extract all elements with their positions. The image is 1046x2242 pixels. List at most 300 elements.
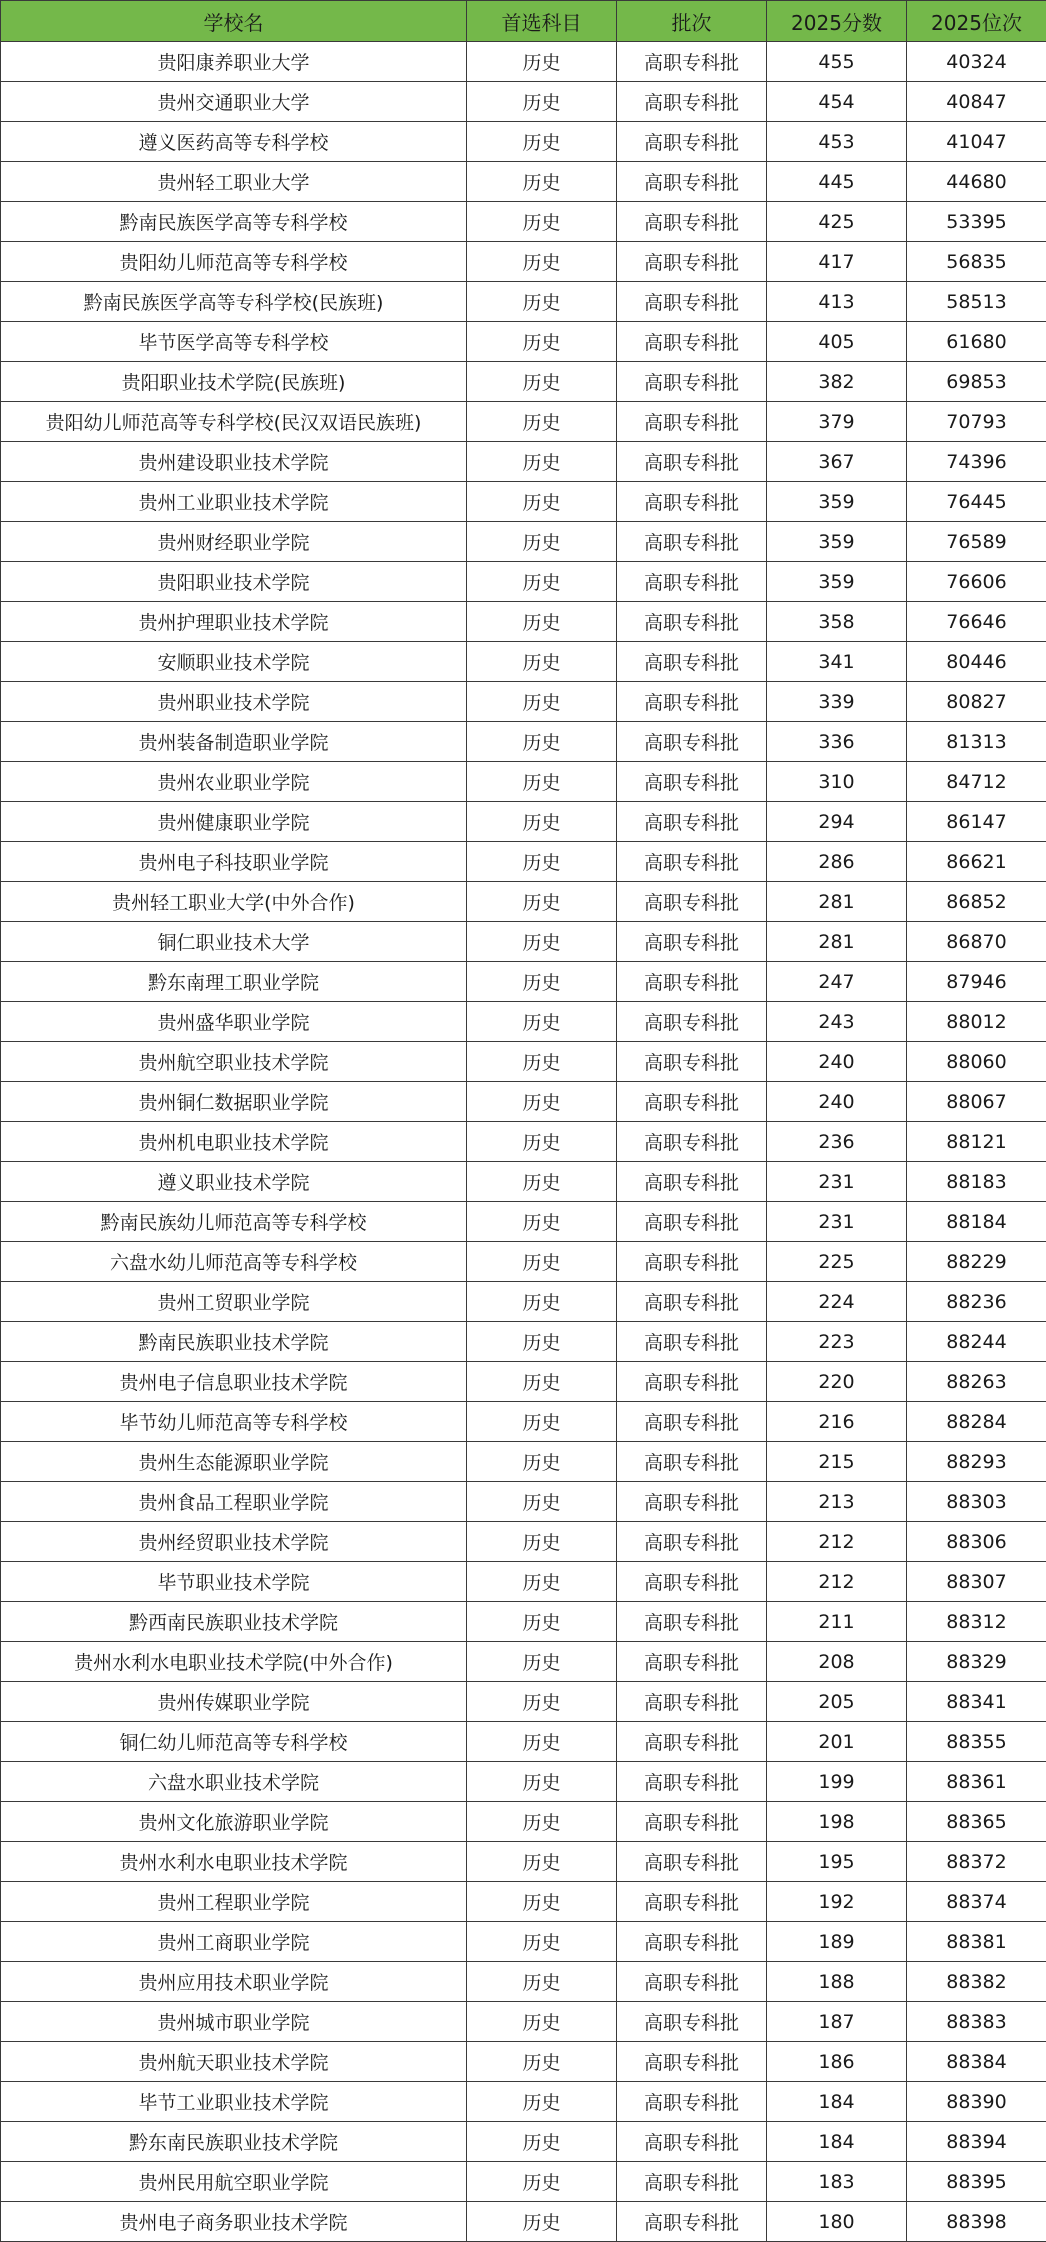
cell-subject: 历史 xyxy=(467,1922,617,1962)
cell-school-name: 贵州食品工程职业学院 xyxy=(1,1482,467,1522)
table-row xyxy=(1,82,1046,122)
table-row xyxy=(1,962,1046,1002)
table-row xyxy=(1,1802,1046,1842)
cell-school-name: 贵州工程职业学院 xyxy=(1,1882,467,1922)
cell-rank: 61680 xyxy=(907,322,1046,362)
cell-score: 286 xyxy=(767,842,907,882)
header-subject: 首选科目 xyxy=(467,1,617,42)
table-row xyxy=(1,1362,1046,1402)
cell-batch: 高职专科批 xyxy=(617,2202,767,2242)
cell-rank: 53395 xyxy=(907,202,1046,242)
cell-school-name: 贵州城市职业学院 xyxy=(1,2002,467,2042)
cell-batch: 高职专科批 xyxy=(617,1802,767,1842)
cell-subject: 历史 xyxy=(467,602,617,642)
cell-score: 294 xyxy=(767,802,907,842)
table-row xyxy=(1,322,1046,362)
cell-subject: 历史 xyxy=(467,442,617,482)
cell-school-name: 贵州水利水电职业技术学院 xyxy=(1,1842,467,1882)
header-batch: 批次 xyxy=(617,1,767,42)
cell-subject: 历史 xyxy=(467,1642,617,1682)
cell-score: 215 xyxy=(767,1442,907,1482)
cell-subject: 历史 xyxy=(467,362,617,402)
cell-school-name: 黔南民族医学高等专科学校 xyxy=(1,202,467,242)
cell-subject: 历史 xyxy=(467,202,617,242)
cell-subject: 历史 xyxy=(467,2042,617,2082)
cell-batch: 高职专科批 xyxy=(617,322,767,362)
cell-school-name: 遵义职业技术学院 xyxy=(1,1162,467,1202)
cell-batch: 高职专科批 xyxy=(617,922,767,962)
cell-school-name: 贵州电子科技职业学院 xyxy=(1,842,467,882)
cell-score: 281 xyxy=(767,882,907,922)
table-row xyxy=(1,402,1046,442)
cell-school-name: 毕节医学高等专科学校 xyxy=(1,322,467,362)
table-row xyxy=(1,1562,1046,1602)
cell-batch: 高职专科批 xyxy=(617,1522,767,1562)
cell-batch: 高职专科批 xyxy=(617,402,767,442)
cell-rank: 88060 xyxy=(907,1042,1046,1082)
cell-batch: 高职专科批 xyxy=(617,962,767,1002)
cell-score: 220 xyxy=(767,1362,907,1402)
cell-rank: 88306 xyxy=(907,1522,1046,1562)
cell-school-name: 黔东南理工职业学院 xyxy=(1,962,467,1002)
cell-school-name: 铜仁幼儿师范高等专科学校 xyxy=(1,1722,467,1762)
cell-score: 445 xyxy=(767,162,907,202)
cell-school-name: 贵阳幼儿师范高等专科学校 xyxy=(1,242,467,282)
cell-school-name: 贵州盛华职业学院 xyxy=(1,1002,467,1042)
cell-score: 224 xyxy=(767,1282,907,1322)
cell-rank: 88355 xyxy=(907,1722,1046,1762)
cell-batch: 高职专科批 xyxy=(617,1722,767,1762)
cell-batch: 高职专科批 xyxy=(617,522,767,562)
cell-score: 413 xyxy=(767,282,907,322)
table-row xyxy=(1,162,1046,202)
cell-subject: 历史 xyxy=(467,1322,617,1362)
cell-rank: 86621 xyxy=(907,842,1046,882)
cell-rank: 88395 xyxy=(907,2162,1046,2202)
header-school-name: 学校名 xyxy=(1,1,467,42)
table-row xyxy=(1,1522,1046,1562)
cell-school-name: 贵州农业职业学院 xyxy=(1,762,467,802)
cell-subject: 历史 xyxy=(467,282,617,322)
cell-batch: 高职专科批 xyxy=(617,1242,767,1282)
cell-school-name: 贵州应用技术职业学院 xyxy=(1,1962,467,2002)
cell-school-name: 贵州职业技术学院 xyxy=(1,682,467,722)
table-row xyxy=(1,1282,1046,1322)
cell-subject: 历史 xyxy=(467,962,617,1002)
cell-school-name: 贵州航天职业技术学院 xyxy=(1,2042,467,2082)
cell-batch: 高职专科批 xyxy=(617,1922,767,1962)
cell-batch: 高职专科批 xyxy=(617,762,767,802)
cell-rank: 86870 xyxy=(907,922,1046,962)
cell-batch: 高职专科批 xyxy=(617,842,767,882)
cell-subject: 历史 xyxy=(467,1482,617,1522)
table-row xyxy=(1,522,1046,562)
cell-rank: 40847 xyxy=(907,82,1046,122)
table-row xyxy=(1,882,1046,922)
cell-rank: 44680 xyxy=(907,162,1046,202)
cell-score: 195 xyxy=(767,1842,907,1882)
cell-school-name: 贵州工贸职业学院 xyxy=(1,1282,467,1322)
cell-rank: 88361 xyxy=(907,1762,1046,1802)
cell-rank: 88121 xyxy=(907,1122,1046,1162)
cell-school-name: 黔南民族医学高等专科学校(民族班) xyxy=(1,282,467,322)
cell-school-name: 贵州建设职业技术学院 xyxy=(1,442,467,482)
table-row xyxy=(1,2002,1046,2042)
cell-subject: 历史 xyxy=(467,922,617,962)
cell-subject: 历史 xyxy=(467,1442,617,1482)
cell-school-name: 贵州财经职业学院 xyxy=(1,522,467,562)
cell-rank: 88229 xyxy=(907,1242,1046,1282)
cell-score: 240 xyxy=(767,1082,907,1122)
cell-subject: 历史 xyxy=(467,682,617,722)
cell-score: 183 xyxy=(767,2162,907,2202)
cell-subject: 历史 xyxy=(467,1602,617,1642)
cell-subject: 历史 xyxy=(467,1362,617,1402)
cell-school-name: 贵州护理职业技术学院 xyxy=(1,602,467,642)
cell-score: 216 xyxy=(767,1402,907,1442)
cell-batch: 高职专科批 xyxy=(617,2002,767,2042)
cell-subject: 历史 xyxy=(467,1842,617,1882)
cell-score: 455 xyxy=(767,42,907,82)
cell-rank: 88365 xyxy=(907,1802,1046,1842)
cell-school-name: 安顺职业技术学院 xyxy=(1,642,467,682)
cell-batch: 高职专科批 xyxy=(617,162,767,202)
cell-batch: 高职专科批 xyxy=(617,642,767,682)
cell-subject: 历史 xyxy=(467,562,617,602)
table-row xyxy=(1,1082,1046,1122)
cell-batch: 高职专科批 xyxy=(617,362,767,402)
cell-score: 405 xyxy=(767,322,907,362)
cell-score: 187 xyxy=(767,2002,907,2042)
header-row xyxy=(1,1,1046,42)
cell-rank: 81313 xyxy=(907,722,1046,762)
cell-rank: 88382 xyxy=(907,1962,1046,2002)
cell-school-name: 贵州电子商务职业技术学院 xyxy=(1,2202,467,2242)
cell-subject: 历史 xyxy=(467,522,617,562)
cell-subject: 历史 xyxy=(467,802,617,842)
cell-score: 199 xyxy=(767,1762,907,1802)
cell-score: 310 xyxy=(767,762,907,802)
cell-rank: 88184 xyxy=(907,1202,1046,1242)
cell-subject: 历史 xyxy=(467,1242,617,1282)
cell-score: 192 xyxy=(767,1882,907,1922)
cell-school-name: 毕节工业职业技术学院 xyxy=(1,2082,467,2122)
cell-rank: 84712 xyxy=(907,762,1046,802)
cell-batch: 高职专科批 xyxy=(617,1762,767,1802)
table-row xyxy=(1,362,1046,402)
cell-score: 425 xyxy=(767,202,907,242)
cell-batch: 高职专科批 xyxy=(617,882,767,922)
cell-rank: 88384 xyxy=(907,2042,1046,2082)
header-score: 2025分数 xyxy=(767,1,907,42)
cell-batch: 高职专科批 xyxy=(617,1402,767,1442)
cell-score: 236 xyxy=(767,1122,907,1162)
cell-school-name: 贵州生态能源职业学院 xyxy=(1,1442,467,1482)
cell-rank: 56835 xyxy=(907,242,1046,282)
table-row xyxy=(1,1962,1046,2002)
cell-rank: 88183 xyxy=(907,1162,1046,1202)
cell-score: 223 xyxy=(767,1322,907,1362)
cell-subject: 历史 xyxy=(467,1962,617,2002)
cell-subject: 历史 xyxy=(467,1002,617,1042)
cell-score: 379 xyxy=(767,402,907,442)
cell-school-name: 贵阳康养职业大学 xyxy=(1,42,467,82)
cell-school-name: 贵州经贸职业技术学院 xyxy=(1,1522,467,1562)
cell-rank: 88398 xyxy=(907,2202,1046,2242)
cell-subject: 历史 xyxy=(467,1122,617,1162)
table-row xyxy=(1,202,1046,242)
cell-subject: 历史 xyxy=(467,2122,617,2162)
table-row xyxy=(1,642,1046,682)
cell-rank: 88341 xyxy=(907,1682,1046,1722)
cell-batch: 高职专科批 xyxy=(617,1282,767,1322)
cell-rank: 74396 xyxy=(907,442,1046,482)
cell-score: 212 xyxy=(767,1562,907,1602)
cell-rank: 76606 xyxy=(907,562,1046,602)
cell-score: 341 xyxy=(767,642,907,682)
cell-school-name: 贵州机电职业技术学院 xyxy=(1,1122,467,1162)
cell-rank: 76445 xyxy=(907,482,1046,522)
cell-batch: 高职专科批 xyxy=(617,202,767,242)
cell-school-name: 毕节幼儿师范高等专科学校 xyxy=(1,1402,467,1442)
cell-subject: 历史 xyxy=(467,642,617,682)
table-row xyxy=(1,1642,1046,1682)
cell-subject: 历史 xyxy=(467,82,617,122)
cell-score: 359 xyxy=(767,562,907,602)
cell-subject: 历史 xyxy=(467,2082,617,2122)
cell-rank: 80827 xyxy=(907,682,1046,722)
cell-score: 336 xyxy=(767,722,907,762)
cell-school-name: 黔南民族幼儿师范高等专科学校 xyxy=(1,1202,467,1242)
table-row xyxy=(1,1242,1046,1282)
cell-subject: 历史 xyxy=(467,242,617,282)
cell-subject: 历史 xyxy=(467,882,617,922)
table-body xyxy=(1,42,1046,2242)
table-row xyxy=(1,2082,1046,2122)
cell-batch: 高职专科批 xyxy=(617,82,767,122)
cell-rank: 88293 xyxy=(907,1442,1046,1482)
cell-rank: 88381 xyxy=(907,1922,1046,1962)
table-row xyxy=(1,1162,1046,1202)
cell-school-name: 贵州民用航空职业学院 xyxy=(1,2162,467,2202)
cell-school-name: 贵州航空职业技术学院 xyxy=(1,1042,467,1082)
cell-score: 243 xyxy=(767,1002,907,1042)
cell-batch: 高职专科批 xyxy=(617,1482,767,1522)
table-row xyxy=(1,842,1046,882)
cell-rank: 86852 xyxy=(907,882,1046,922)
cell-rank: 88244 xyxy=(907,1322,1046,1362)
cell-subject: 历史 xyxy=(467,322,617,362)
cell-school-name: 贵州健康职业学院 xyxy=(1,802,467,842)
cell-batch: 高职专科批 xyxy=(617,1442,767,1482)
cell-subject: 历史 xyxy=(467,2162,617,2202)
table-row xyxy=(1,122,1046,162)
cell-rank: 40324 xyxy=(907,42,1046,82)
cell-score: 184 xyxy=(767,2082,907,2122)
table-row xyxy=(1,1922,1046,1962)
table-row xyxy=(1,1682,1046,1722)
table-row xyxy=(1,1002,1046,1042)
cell-school-name: 贵阳职业技术学院 xyxy=(1,562,467,602)
cell-batch: 高职专科批 xyxy=(617,282,767,322)
cell-score: 240 xyxy=(767,1042,907,1082)
cell-subject: 历史 xyxy=(467,42,617,82)
cell-score: 453 xyxy=(767,122,907,162)
cell-school-name: 贵州轻工职业大学 xyxy=(1,162,467,202)
table-row xyxy=(1,242,1046,282)
cell-batch: 高职专科批 xyxy=(617,242,767,282)
cell-subject: 历史 xyxy=(467,1522,617,1562)
table-row xyxy=(1,1402,1046,1442)
table-row xyxy=(1,1202,1046,1242)
cell-school-name: 贵阳职业技术学院(民族班) xyxy=(1,362,467,402)
cell-batch: 高职专科批 xyxy=(617,1322,767,1362)
cell-school-name: 贵州工业职业技术学院 xyxy=(1,482,467,522)
cell-score: 211 xyxy=(767,1602,907,1642)
cell-batch: 高职专科批 xyxy=(617,1882,767,1922)
cell-rank: 70793 xyxy=(907,402,1046,442)
cell-batch: 高职专科批 xyxy=(617,1962,767,2002)
cell-score: 213 xyxy=(767,1482,907,1522)
cell-subject: 历史 xyxy=(467,482,617,522)
cell-school-name: 贵阳幼儿师范高等专科学校(民汉双语民族班) xyxy=(1,402,467,442)
cell-batch: 高职专科批 xyxy=(617,1682,767,1722)
cell-school-name: 铜仁职业技术大学 xyxy=(1,922,467,962)
cell-subject: 历史 xyxy=(467,1082,617,1122)
cell-batch: 高职专科批 xyxy=(617,2122,767,2162)
cell-score: 184 xyxy=(767,2122,907,2162)
cell-batch: 高职专科批 xyxy=(617,1642,767,1682)
cell-school-name: 贵州传媒职业学院 xyxy=(1,1682,467,1722)
cell-rank: 88383 xyxy=(907,2002,1046,2042)
cell-batch: 高职专科批 xyxy=(617,1602,767,1642)
cell-score: 358 xyxy=(767,602,907,642)
cell-score: 186 xyxy=(767,2042,907,2082)
cell-subject: 历史 xyxy=(467,402,617,442)
table-row xyxy=(1,442,1046,482)
cell-subject: 历史 xyxy=(467,1202,617,1242)
cell-school-name: 毕节职业技术学院 xyxy=(1,1562,467,1602)
cell-rank: 88372 xyxy=(907,1842,1046,1882)
cell-school-name: 遵义医药高等专科学校 xyxy=(1,122,467,162)
table-row xyxy=(1,2042,1046,2082)
cell-school-name: 贵州铜仁数据职业学院 xyxy=(1,1082,467,1122)
cell-subject: 历史 xyxy=(467,1282,617,1322)
cell-rank: 69853 xyxy=(907,362,1046,402)
cell-subject: 历史 xyxy=(467,762,617,802)
table-row xyxy=(1,1842,1046,1882)
cell-batch: 高职专科批 xyxy=(617,1202,767,1242)
table-row xyxy=(1,1122,1046,1162)
table-row xyxy=(1,1882,1046,1922)
table-row xyxy=(1,682,1046,722)
cell-score: 212 xyxy=(767,1522,907,1562)
cell-rank: 88263 xyxy=(907,1362,1046,1402)
cell-batch: 高职专科批 xyxy=(617,482,767,522)
cell-batch: 高职专科批 xyxy=(617,122,767,162)
cell-score: 359 xyxy=(767,522,907,562)
cell-batch: 高职专科批 xyxy=(617,1362,767,1402)
cell-batch: 高职专科批 xyxy=(617,2082,767,2122)
table-row xyxy=(1,602,1046,642)
table-row xyxy=(1,1602,1046,1642)
cell-school-name: 贵州轻工职业大学(中外合作) xyxy=(1,882,467,922)
cell-rank: 41047 xyxy=(907,122,1046,162)
cell-school-name: 贵州工商职业学院 xyxy=(1,1922,467,1962)
cell-score: 225 xyxy=(767,1242,907,1282)
cell-score: 189 xyxy=(767,1922,907,1962)
table-row xyxy=(1,1042,1046,1082)
header-rank: 2025位次 xyxy=(907,1,1046,42)
cell-score: 247 xyxy=(767,962,907,1002)
cell-rank: 58513 xyxy=(907,282,1046,322)
cell-score: 231 xyxy=(767,1162,907,1202)
cell-score: 208 xyxy=(767,1642,907,1682)
cell-subject: 历史 xyxy=(467,842,617,882)
cell-subject: 历史 xyxy=(467,1162,617,1202)
cell-score: 382 xyxy=(767,362,907,402)
cell-rank: 88284 xyxy=(907,1402,1046,1442)
cell-score: 201 xyxy=(767,1722,907,1762)
cell-subject: 历史 xyxy=(467,1682,617,1722)
cell-rank: 86147 xyxy=(907,802,1046,842)
cell-subject: 历史 xyxy=(467,1562,617,1602)
cell-rank: 88303 xyxy=(907,1482,1046,1522)
cell-school-name: 黔西南民族职业技术学院 xyxy=(1,1602,467,1642)
cell-school-name: 黔南民族职业技术学院 xyxy=(1,1322,467,1362)
cell-batch: 高职专科批 xyxy=(617,2162,767,2202)
cell-school-name: 贵州装备制造职业学院 xyxy=(1,722,467,762)
cell-school-name: 贵州文化旅游职业学院 xyxy=(1,1802,467,1842)
cell-batch: 高职专科批 xyxy=(617,722,767,762)
cell-school-name: 贵州水利水电职业技术学院(中外合作) xyxy=(1,1642,467,1682)
cell-rank: 88312 xyxy=(907,1602,1046,1642)
cell-score: 188 xyxy=(767,1962,907,2002)
table-row xyxy=(1,2202,1046,2242)
table-row xyxy=(1,922,1046,962)
cell-subject: 历史 xyxy=(467,722,617,762)
cell-score: 417 xyxy=(767,242,907,282)
cell-batch: 高职专科批 xyxy=(617,2042,767,2082)
cell-school-name: 六盘水职业技术学院 xyxy=(1,1762,467,1802)
cell-subject: 历史 xyxy=(467,1722,617,1762)
table-row xyxy=(1,2122,1046,2162)
cell-score: 367 xyxy=(767,442,907,482)
table-row xyxy=(1,1722,1046,1762)
cell-score: 359 xyxy=(767,482,907,522)
cell-score: 339 xyxy=(767,682,907,722)
cell-rank: 76646 xyxy=(907,602,1046,642)
cell-rank: 88390 xyxy=(907,2082,1046,2122)
cell-school-name: 黔东南民族职业技术学院 xyxy=(1,2122,467,2162)
cell-rank: 88236 xyxy=(907,1282,1046,1322)
table-row xyxy=(1,722,1046,762)
cell-rank: 88067 xyxy=(907,1082,1046,1122)
cell-rank: 88394 xyxy=(907,2122,1046,2162)
table-row xyxy=(1,2162,1046,2202)
cell-score: 281 xyxy=(767,922,907,962)
cell-batch: 高职专科批 xyxy=(617,1842,767,1882)
cell-batch: 高职专科批 xyxy=(617,442,767,482)
cell-subject: 历史 xyxy=(467,162,617,202)
cell-batch: 高职专科批 xyxy=(617,1562,767,1602)
cell-subject: 历史 xyxy=(467,2202,617,2242)
cell-batch: 高职专科批 xyxy=(617,602,767,642)
table-row xyxy=(1,802,1046,842)
cell-score: 231 xyxy=(767,1202,907,1242)
cell-subject: 历史 xyxy=(467,1802,617,1842)
cell-subject: 历史 xyxy=(467,1042,617,1082)
